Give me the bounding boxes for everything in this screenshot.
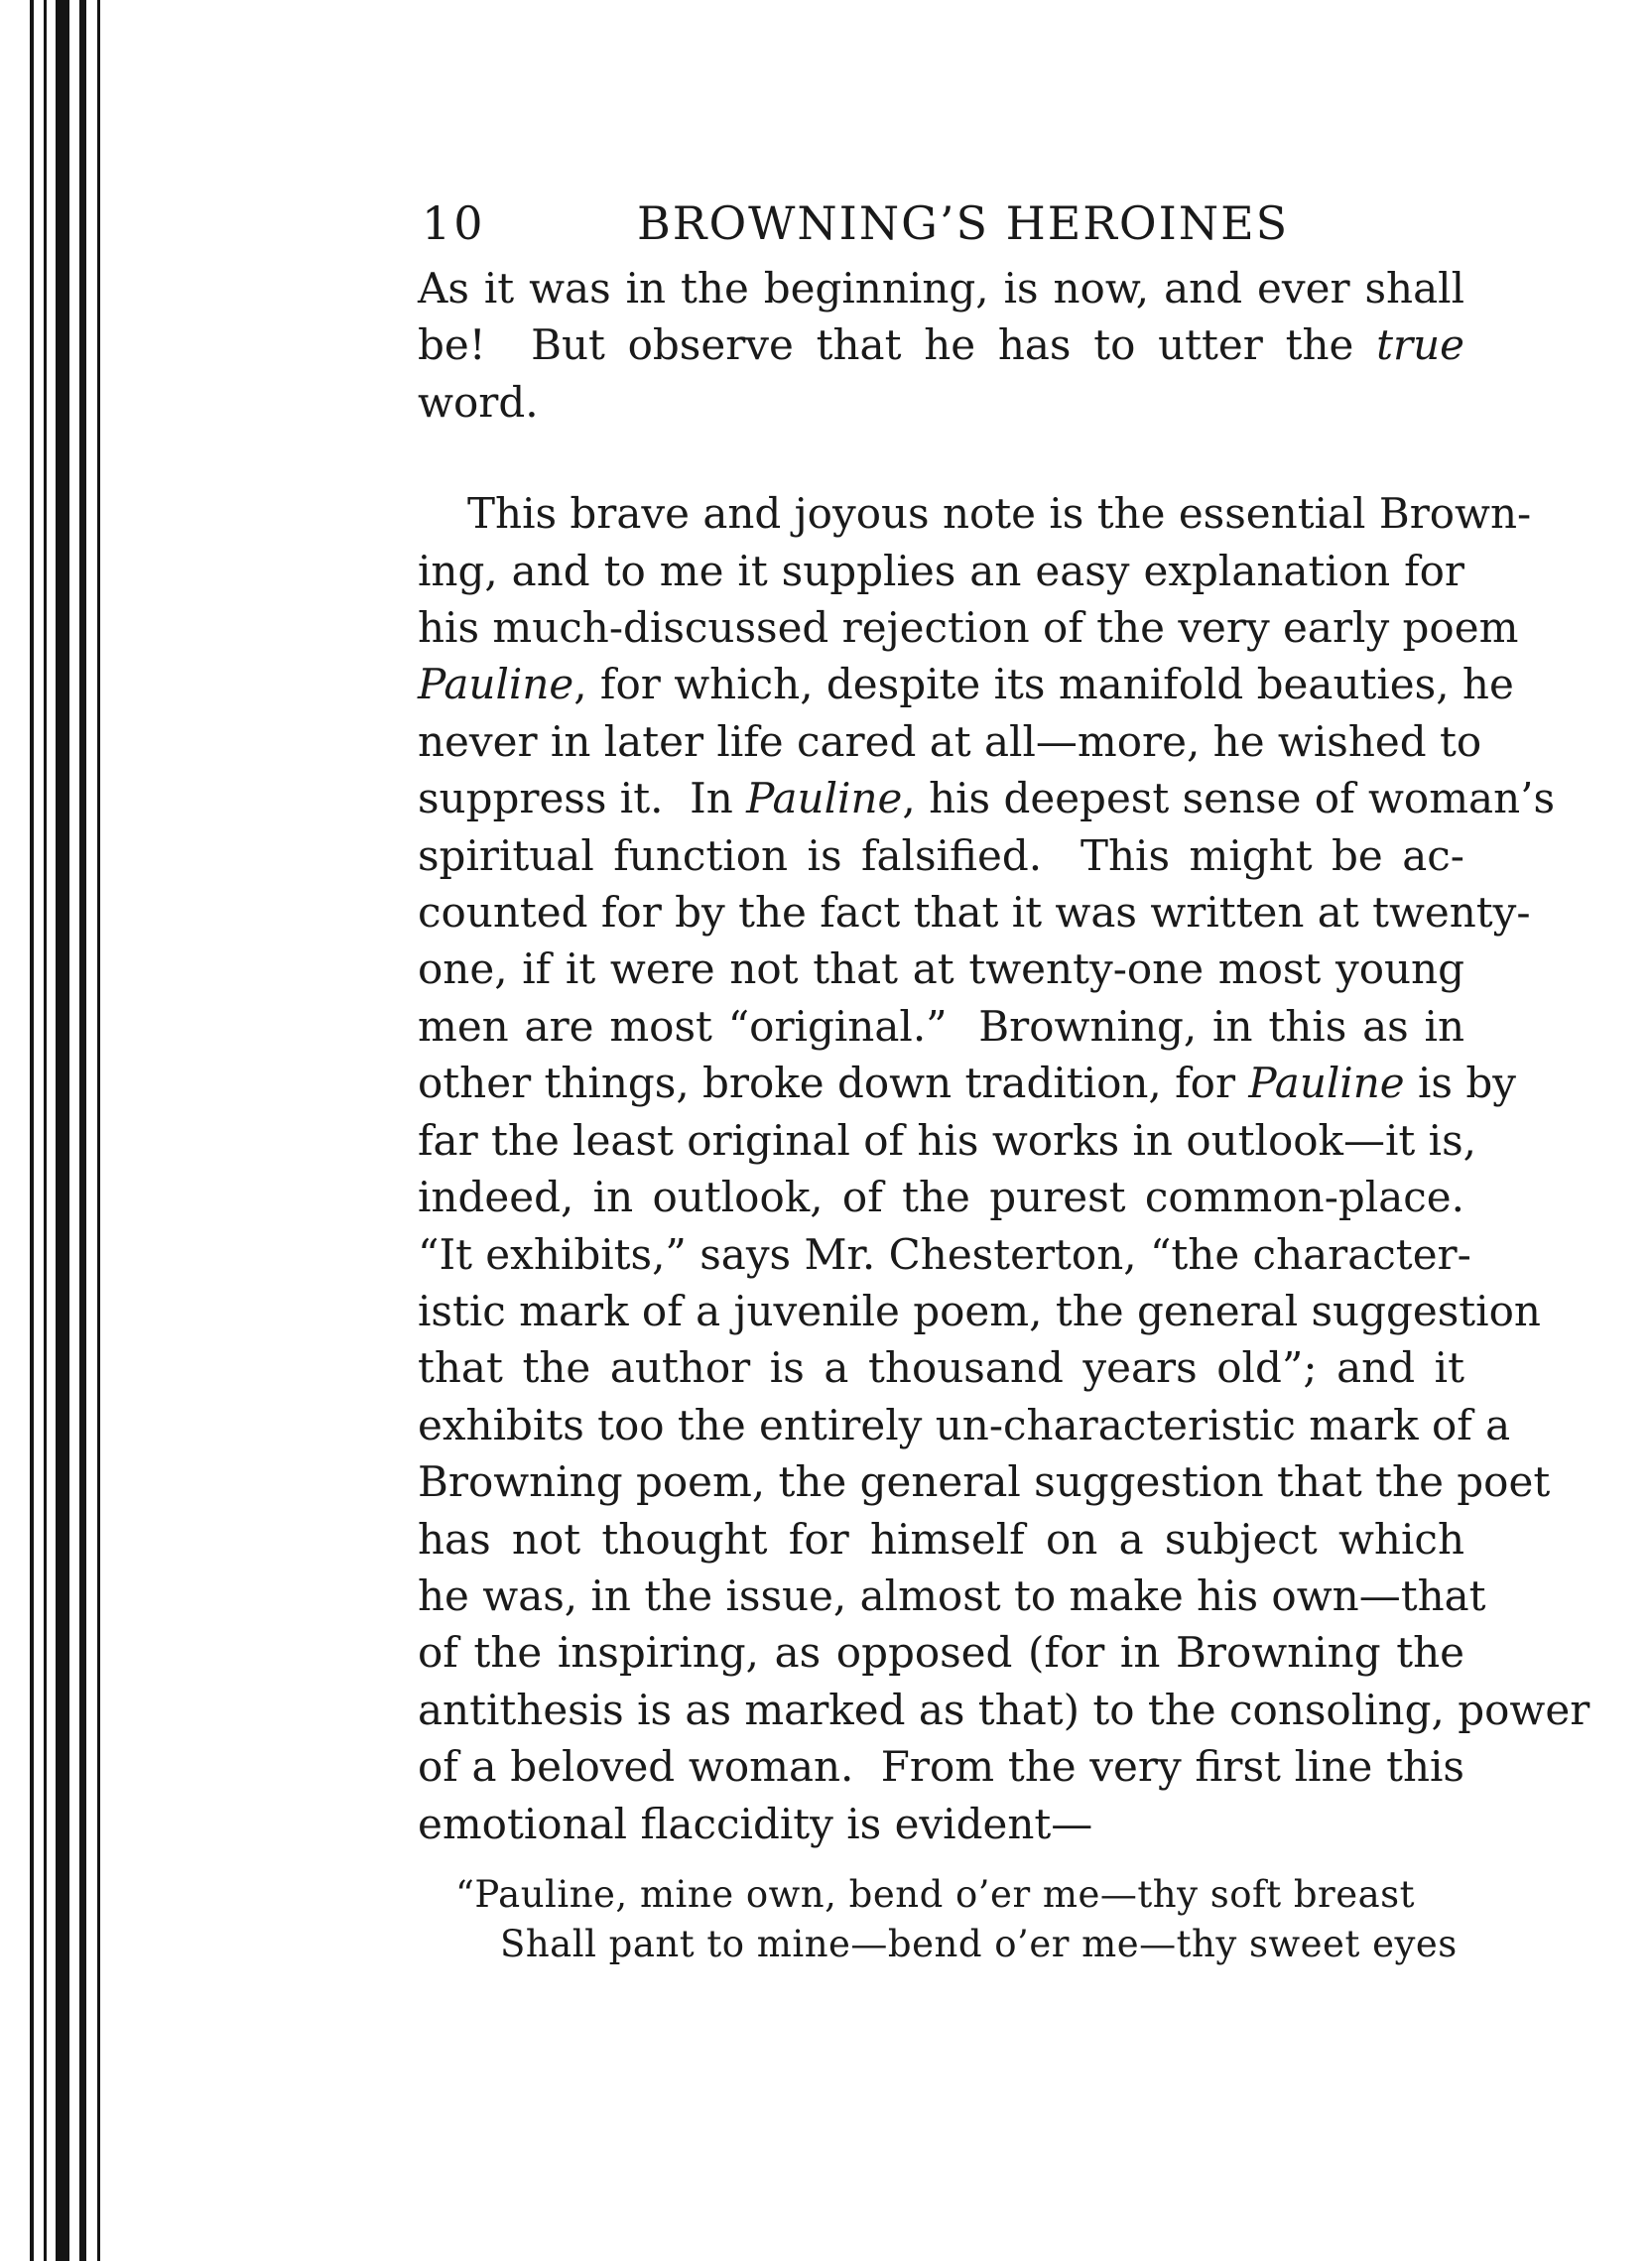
- text-line: his much-discussed rejection of the very early poem: [418, 603, 1519, 653]
- text-line: suppress it. In Pauline, his deepest sense of woman’s: [418, 774, 1556, 823]
- running-title: BROWNING’S HEROINES: [637, 196, 1290, 250]
- quotation-line: “Pauline, mine own, bend o’er me—thy soft breast: [455, 1872, 1416, 1916]
- text-line: counted for by the fact that it was written at twenty-: [418, 888, 1531, 938]
- book-page: [418, 188, 1590, 1969]
- text-line: of the inspiring, as opposed (for in Browning the: [418, 1628, 1464, 1678]
- binding-line: [44, 0, 47, 2261]
- text-line: “It exhibits,” says Mr. Chesterton, “the character-: [418, 1229, 1471, 1279]
- text-line: that the author is a thousand years old”; and it: [418, 1343, 1464, 1393]
- verse-quotation: [455, 1870, 1464, 1969]
- binding-line: [79, 0, 86, 2261]
- text-line: This brave and joyous note is the essential Brown-: [467, 489, 1532, 539]
- text-line: istic mark of a juvenile poem, the general suggestion: [418, 1286, 1541, 1335]
- text-line: never in later life cared at all—more, he wished to: [418, 716, 1482, 766]
- text-line: exhibits too the entirely un-characteristic mark of a: [418, 1400, 1511, 1449]
- text-line: word.: [418, 377, 539, 427]
- text-line: indeed, in outlook, of the purest common-place.: [418, 1173, 1464, 1222]
- text-line: As it was in the beginning, is now, and ever shall: [418, 264, 1464, 313]
- text-line: ing, and to me it supplies an easy explanation for: [418, 546, 1464, 595]
- text-line: Pauline, for which, despite its manifold beauties, he: [418, 660, 1514, 709]
- italic-title: Pauline: [418, 660, 574, 709]
- paragraph-1: [418, 260, 1464, 431]
- text-line: other things, broke down tradition, for Pauline is by: [418, 1059, 1516, 1108]
- binding-line: [56, 0, 69, 2261]
- text-line: spiritual function is falsified. This might be ac-: [418, 830, 1464, 880]
- page-number: 10: [422, 196, 486, 250]
- book-binding-edge: [0, 0, 129, 2261]
- text-line: has not thought for himself on a subject which: [418, 1514, 1464, 1564]
- text-line: of a beloved woman. From the very first line this: [418, 1742, 1464, 1792]
- text-line: antithesis is as marked as that) to the consoling, power: [418, 1685, 1590, 1734]
- text-line: he was, in the issue, almost to make his own—that: [418, 1570, 1486, 1620]
- text-line: men are most “original.” Browning, in this as in: [418, 1001, 1464, 1051]
- text-line: one, if it were not that at twenty-one most young: [418, 944, 1464, 994]
- text-line: be! But observe that he has to utter the true: [418, 320, 1465, 370]
- running-head: [418, 188, 1464, 258]
- paragraph-2: [418, 485, 1590, 1852]
- text-line: Browning poem, the general suggestion that the poet: [418, 1457, 1551, 1507]
- italic-emphasis: true: [1376, 320, 1465, 370]
- italic-title: Pauline: [746, 774, 903, 823]
- quotation-line: Shall pant to mine—bend o’er me—thy sweet eyes: [500, 1922, 1458, 1965]
- italic-title: Pauline: [1248, 1059, 1405, 1108]
- text-line: far the least original of his works in outlook—it is,: [418, 1115, 1476, 1165]
- binding-line: [30, 0, 34, 2261]
- text-line: emotional flaccidity is evident—: [418, 1799, 1093, 1848]
- binding-line: [97, 0, 100, 2261]
